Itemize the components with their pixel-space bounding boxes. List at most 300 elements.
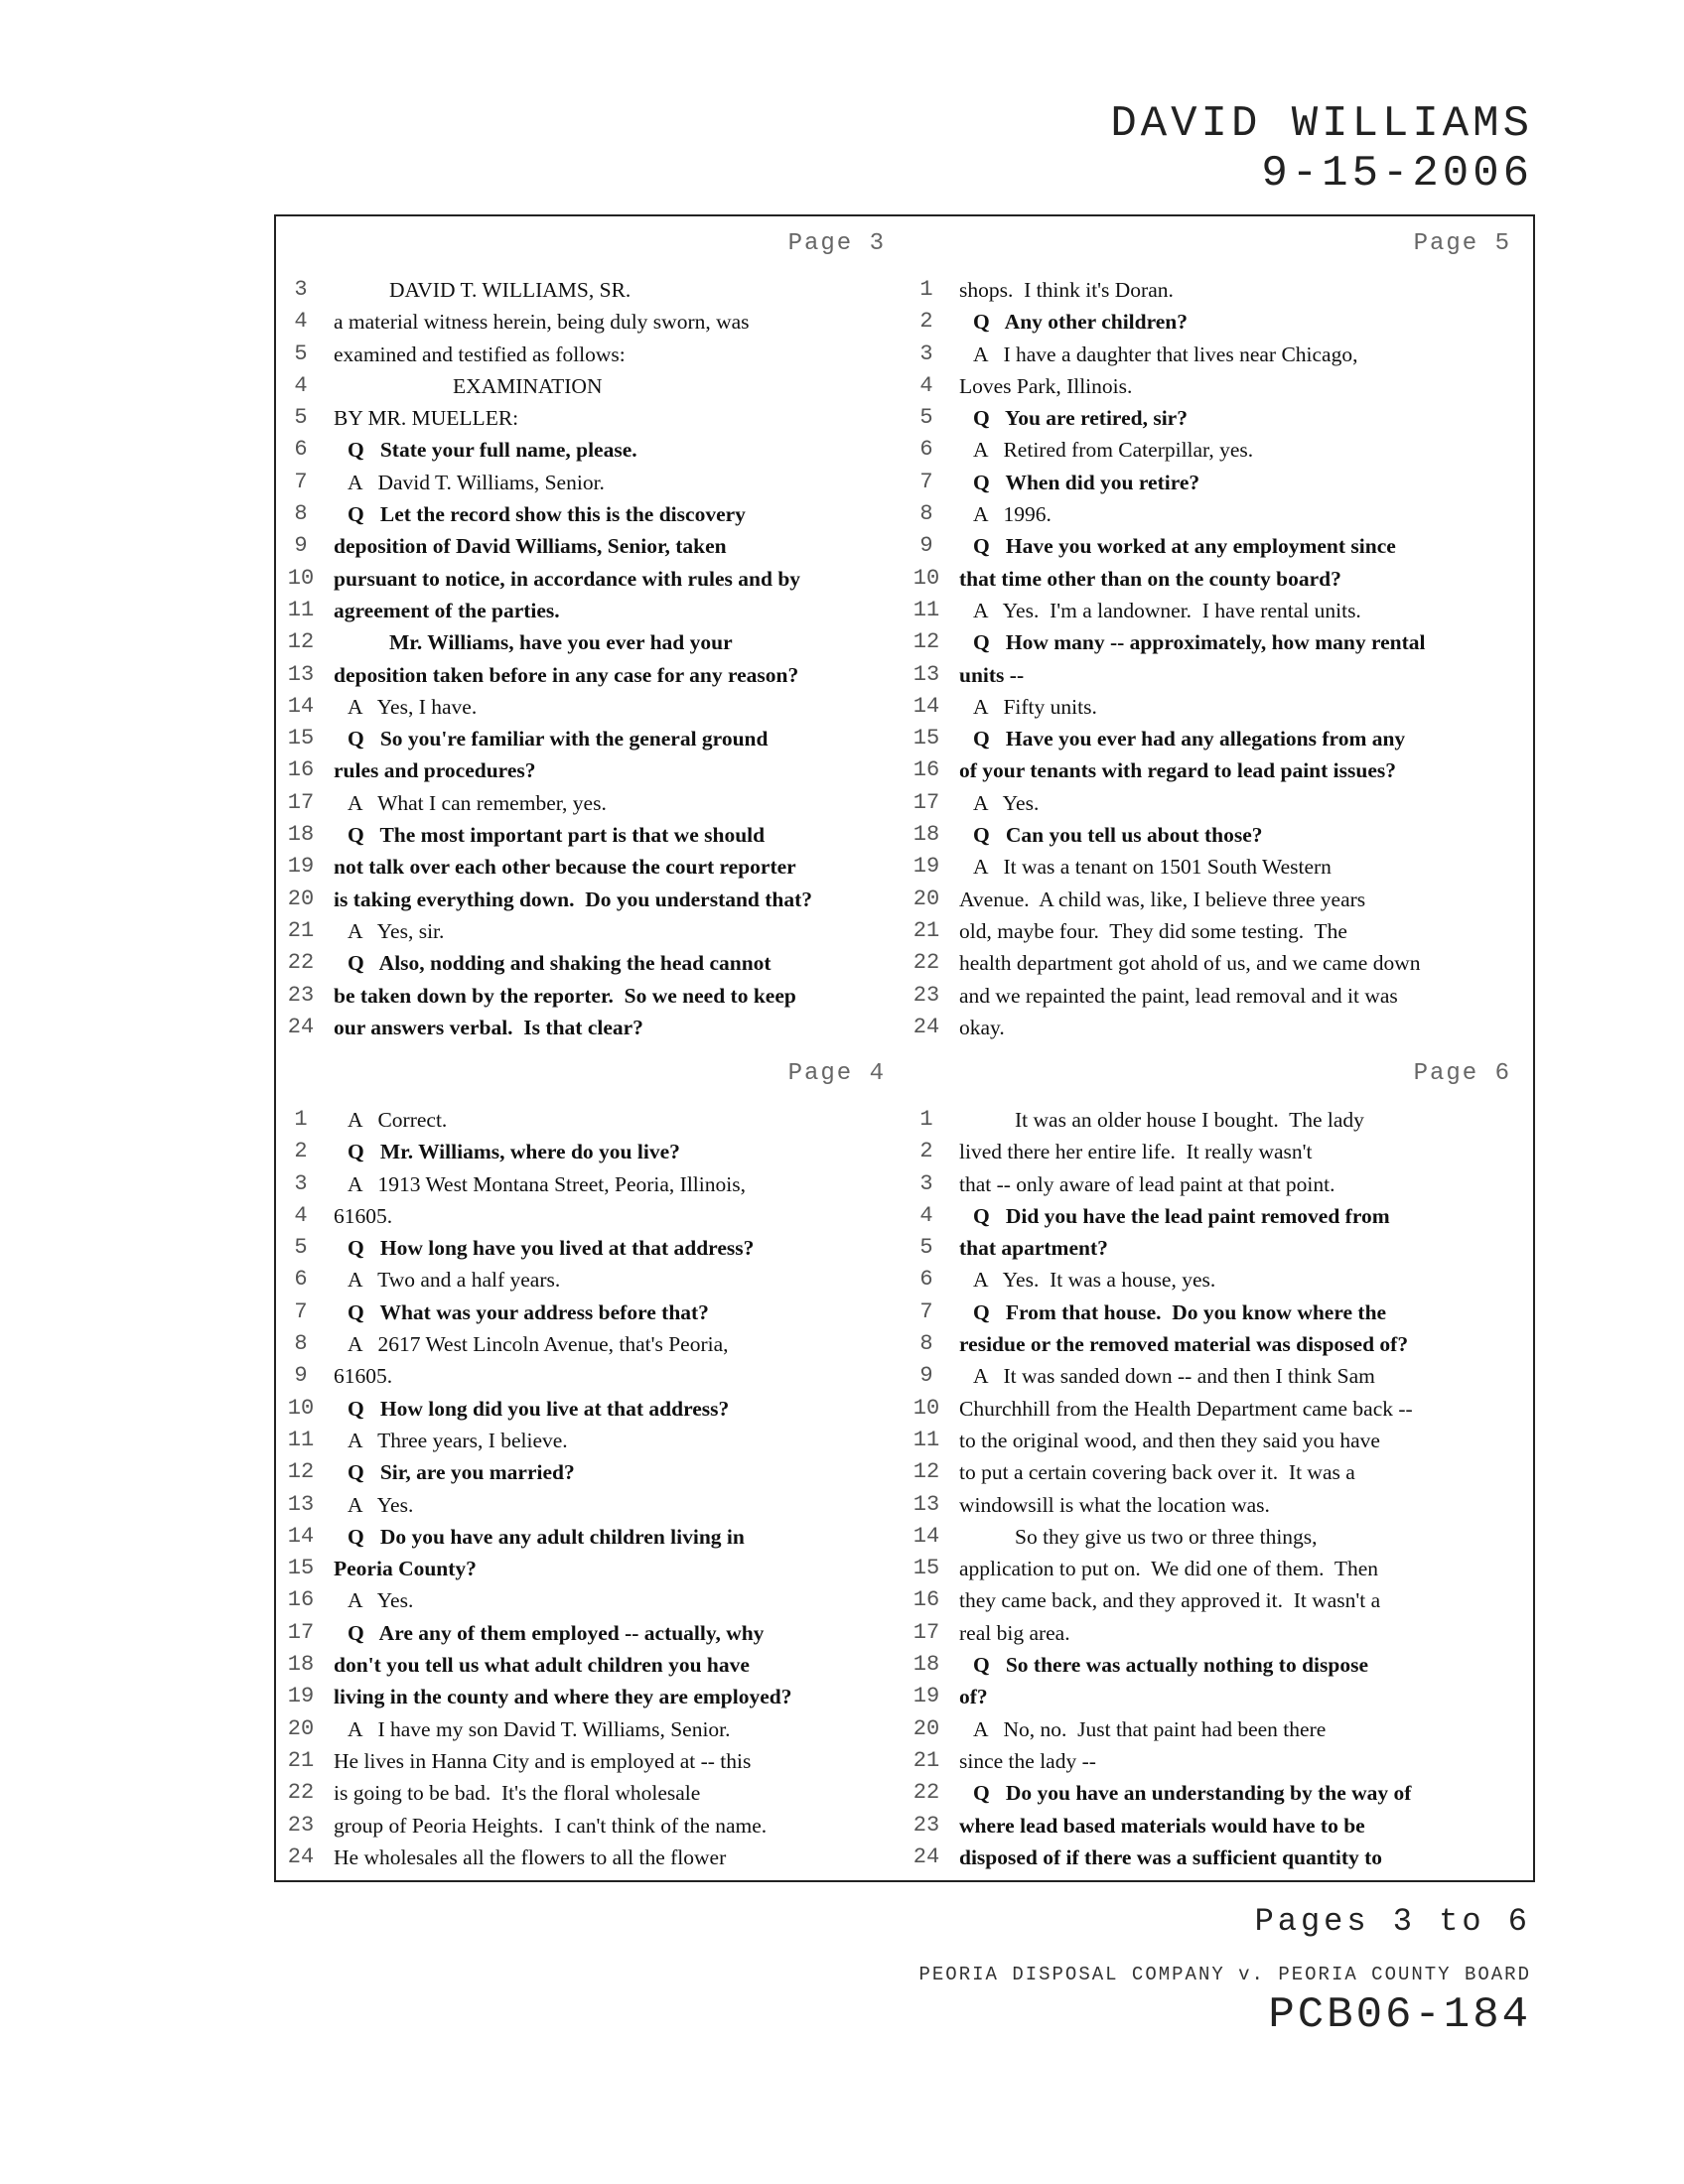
transcript-line xyxy=(912,1521,1527,1553)
line-number: 8 xyxy=(294,501,308,527)
footer-case-title: PEORIA DISPOSAL COMPANY v. PEORIA COUNTY BOARD xyxy=(918,1964,1531,1985)
line-text: Mr. Williams, have you ever had your xyxy=(389,630,733,655)
page-label: Page 6 xyxy=(1413,1060,1511,1087)
line-number: 7 xyxy=(919,1298,933,1324)
transcript-line xyxy=(912,1425,1527,1456)
line-number: 3 xyxy=(919,341,933,366)
line-text: Avenue. A child was, like, I believe three years xyxy=(959,887,1366,911)
line-text: It was an older house I bought. The lady xyxy=(1015,1108,1364,1132)
transcript-line xyxy=(286,851,902,883)
transcript-line xyxy=(912,1617,1527,1649)
line-text: He lives in Hanna City and is employed at -- this xyxy=(334,1748,752,1773)
transcript-line xyxy=(286,1649,902,1681)
transcript-line xyxy=(912,1264,1527,1296)
transcript-line xyxy=(286,595,902,626)
transcript-line xyxy=(286,1104,902,1136)
line-number: 22 xyxy=(287,950,315,976)
line-text: to put a certain covering back over it. It was a xyxy=(959,1460,1355,1485)
transcript-line xyxy=(286,1393,902,1425)
line-text: residue or the removed material was disposed of? xyxy=(959,1332,1409,1357)
line-number: 21 xyxy=(287,917,315,943)
line-number: 4 xyxy=(294,1202,308,1228)
line-number: 24 xyxy=(912,1843,940,1869)
transcript-line xyxy=(286,1012,902,1043)
transcript-frame xyxy=(274,214,1535,1882)
line-text: Q So there was actually nothing to dispose xyxy=(973,1653,1368,1678)
line-text: A Yes. xyxy=(348,1492,414,1517)
line-text: where lead based materials would have to be xyxy=(959,1813,1365,1838)
line-number: 12 xyxy=(912,1459,940,1485)
line-text: not talk over each other because the court reporter xyxy=(334,855,796,880)
line-text: 61605. xyxy=(334,1364,393,1389)
line-text: Q When did you retire? xyxy=(973,470,1200,494)
transcript-line xyxy=(912,1232,1527,1264)
line-number: 7 xyxy=(919,469,933,494)
line-number: 15 xyxy=(912,726,940,751)
line-text: agreement of the parties. xyxy=(334,598,560,622)
line-number: 12 xyxy=(287,629,315,655)
transcript-line xyxy=(286,691,902,723)
line-text: A 2617 West Lincoln Avenue, that's Peoria, xyxy=(348,1332,729,1357)
line-text: lived there her entire life. It really wasn't xyxy=(959,1140,1313,1164)
line-text: Q Mr. Williams, where do you live? xyxy=(348,1140,680,1164)
line-text: A Yes. It was a house, yes. xyxy=(973,1268,1216,1293)
line-text: that -- only aware of lead paint at that point. xyxy=(959,1171,1335,1196)
transcript-line xyxy=(912,626,1527,658)
transcript-line xyxy=(286,947,902,979)
line-text: Peoria County? xyxy=(334,1557,477,1581)
line-number: 16 xyxy=(287,1587,315,1613)
line-text: disposed of if there was a sufficient quantity to xyxy=(959,1844,1383,1869)
transcript-line xyxy=(286,274,902,306)
deposition-date: 9-15-2006 xyxy=(1261,149,1533,199)
line-text: Churchhill from the Health Department came back -- xyxy=(959,1396,1413,1421)
transcript-line xyxy=(912,1328,1527,1360)
line-number: 10 xyxy=(912,565,940,591)
line-text: of? xyxy=(959,1685,988,1709)
line-number: 21 xyxy=(912,917,940,943)
line-text: He wholesales all the flowers to all the flower xyxy=(334,1844,727,1869)
line-number: 6 xyxy=(919,1267,933,1293)
transcript-line xyxy=(286,1297,902,1328)
line-text: don't you tell us what adult children you have xyxy=(334,1653,750,1678)
line-text: Q Do you have an understanding by the way of xyxy=(973,1781,1412,1806)
transcript-line xyxy=(286,1681,902,1712)
transcript-line xyxy=(286,754,902,786)
transcript-line xyxy=(286,1360,902,1392)
line-number: 13 xyxy=(287,661,315,687)
line-number: 18 xyxy=(287,1652,315,1678)
line-number: 1 xyxy=(294,1107,308,1132)
line-text: a material witness herein, being duly sworn, was xyxy=(334,310,750,335)
line-number: 2 xyxy=(919,1139,933,1164)
line-number: 8 xyxy=(294,1331,308,1357)
line-text: A Yes. xyxy=(348,1588,414,1613)
transcript-line xyxy=(286,1713,902,1745)
line-number: 4 xyxy=(919,1202,933,1228)
line-number: 16 xyxy=(912,757,940,783)
line-text: A David T. Williams, Senior. xyxy=(348,470,605,494)
page-label: Page 5 xyxy=(1413,230,1511,257)
transcript-line xyxy=(286,1328,902,1360)
transcript-line xyxy=(286,1521,902,1553)
transcript-line xyxy=(912,595,1527,626)
line-text: windowsill is what the location was. xyxy=(959,1492,1270,1517)
line-number: 3 xyxy=(294,1170,308,1196)
transcript-line xyxy=(286,884,902,915)
transcript-line xyxy=(286,819,902,851)
line-number: 4 xyxy=(919,372,933,398)
transcript-line xyxy=(286,339,902,370)
line-text: A Yes. I'm a landowner. I have rental units. xyxy=(973,598,1361,622)
line-number: 17 xyxy=(287,1619,315,1645)
transcript-line xyxy=(286,306,902,338)
line-number: 13 xyxy=(287,1491,315,1517)
line-text: application to put on. We did one of them. Then xyxy=(959,1557,1379,1581)
line-text: examined and testified as follows: xyxy=(334,341,626,366)
transcript-line xyxy=(286,915,902,947)
transcript-line xyxy=(286,659,902,691)
transcript-line xyxy=(912,787,1527,819)
line-number: 11 xyxy=(287,1427,315,1452)
transcript-line xyxy=(912,563,1527,595)
line-text: Q Let the record show this is the discovery xyxy=(348,502,746,527)
page-label: Page 3 xyxy=(787,230,886,257)
line-text: A What I can remember, yes. xyxy=(348,790,607,815)
line-text: Q What was your address before that? xyxy=(348,1299,709,1324)
line-number: 21 xyxy=(912,1747,940,1773)
line-text: Q From that house. Do you know where the xyxy=(973,1299,1387,1324)
transcript-line xyxy=(286,1617,902,1649)
line-number: 12 xyxy=(912,629,940,655)
line-number: 6 xyxy=(294,1267,308,1293)
line-number: 11 xyxy=(912,597,940,622)
line-number: 22 xyxy=(912,1780,940,1806)
transcript-line xyxy=(286,1745,902,1777)
transcript-page-5 xyxy=(912,230,1527,1054)
line-text: old, maybe four. They did some testing. The xyxy=(959,918,1347,943)
line-text: A Retired from Caterpillar, yes. xyxy=(973,438,1254,463)
line-text: Q Any other children? xyxy=(973,310,1189,335)
line-number: 11 xyxy=(912,1427,940,1452)
transcript-line xyxy=(912,980,1527,1012)
transcript-line xyxy=(912,1713,1527,1745)
transcript-line xyxy=(912,1553,1527,1584)
line-number: 9 xyxy=(294,533,308,559)
transcript-line xyxy=(286,434,902,466)
line-number: 19 xyxy=(912,1684,940,1709)
line-text: units -- xyxy=(959,662,1025,687)
line-number: 24 xyxy=(912,1014,940,1039)
transcript-line xyxy=(912,1136,1527,1167)
line-text: Q You are retired, sir? xyxy=(973,406,1188,431)
line-text: deposition taken before in any case for any reason? xyxy=(334,662,799,687)
line-text: Q State your full name, please. xyxy=(348,438,637,463)
line-text: So they give us two or three things, xyxy=(1015,1524,1318,1549)
line-list xyxy=(912,1104,1527,1873)
transcript-line xyxy=(286,498,902,530)
line-text: health department got ahold of us, and we came down xyxy=(959,951,1421,976)
transcript-line xyxy=(912,1489,1527,1521)
line-text: is going to be bad. It's the floral wholesale xyxy=(334,1781,701,1806)
line-number: 23 xyxy=(912,982,940,1008)
transcript-line xyxy=(912,306,1527,338)
transcript-line xyxy=(286,626,902,658)
transcript-line xyxy=(912,1681,1527,1712)
line-number: 10 xyxy=(287,1395,315,1421)
transcript-line xyxy=(912,1745,1527,1777)
transcript-line xyxy=(286,1777,902,1809)
transcript-line xyxy=(286,467,902,498)
line-text: pursuant to notice, in accordance with rules and by xyxy=(334,566,801,591)
line-text: Q Did you have the lead paint removed from xyxy=(973,1203,1390,1228)
line-number: 1 xyxy=(919,277,933,302)
line-text: A It was a tenant on 1501 South Western xyxy=(973,855,1332,880)
line-text: A I have a daughter that lives near Chicago, xyxy=(973,341,1358,366)
transcript-line xyxy=(912,274,1527,306)
line-number: 24 xyxy=(287,1843,315,1869)
line-number: 8 xyxy=(919,1331,933,1357)
line-number: 15 xyxy=(287,726,315,751)
line-text: they came back, and they approved it. It wasn't a xyxy=(959,1588,1381,1613)
line-text: A Correct. xyxy=(348,1108,448,1132)
transcript-line xyxy=(286,530,902,562)
transcript-line xyxy=(286,370,902,402)
transcript-line xyxy=(286,402,902,434)
line-text: is taking everything down. Do you understand that? xyxy=(334,887,813,911)
line-number: 10 xyxy=(287,565,315,591)
transcript-line xyxy=(912,1649,1527,1681)
line-text: A Yes. xyxy=(973,790,1040,815)
line-text: Q Have you ever had any allegations from any xyxy=(973,727,1406,751)
line-number: 18 xyxy=(287,822,315,848)
line-number: 16 xyxy=(287,757,315,783)
line-list xyxy=(286,1104,902,1873)
line-number: 1 xyxy=(919,1107,933,1132)
transcript-line xyxy=(286,1584,902,1616)
line-text: DAVID T. WILLIAMS, SR. xyxy=(389,278,632,302)
transcript-line xyxy=(912,1104,1527,1136)
line-number: 4 xyxy=(294,372,308,398)
transcript-line xyxy=(286,1264,902,1296)
line-text: our answers verbal. Is that clear? xyxy=(334,1015,643,1039)
line-number: 23 xyxy=(912,1812,940,1838)
line-text: A Two and a half years. xyxy=(348,1268,561,1293)
transcript-line xyxy=(912,467,1527,498)
line-text: BY MR. MUELLER: xyxy=(334,406,519,431)
line-text: and we repainted the paint, lead removal and it was xyxy=(959,983,1398,1008)
line-number: 2 xyxy=(919,309,933,335)
line-text: A No, no. Just that paint had been there xyxy=(973,1716,1327,1741)
line-number: 20 xyxy=(912,886,940,911)
line-text: Q Are any of them employed -- actually, why xyxy=(348,1620,765,1645)
line-number: 6 xyxy=(919,437,933,463)
deponent-name: DAVID WILLIAMS xyxy=(1110,99,1533,149)
line-number: 4 xyxy=(294,309,308,335)
transcript-line xyxy=(286,1810,902,1842)
line-number: 20 xyxy=(287,1715,315,1741)
line-text: Q How long have you lived at that address? xyxy=(348,1236,755,1261)
line-number: 23 xyxy=(287,982,315,1008)
line-number: 23 xyxy=(287,1812,315,1838)
line-number: 17 xyxy=(912,789,940,815)
line-text: be taken down by the reporter. So we need to keep xyxy=(334,983,796,1008)
transcript-line xyxy=(286,787,902,819)
transcript-line xyxy=(286,723,902,754)
page-label: Page 4 xyxy=(787,1060,886,1087)
line-number: 21 xyxy=(287,1747,315,1773)
line-text: shops. I think it's Doran. xyxy=(959,278,1174,302)
transcript-line xyxy=(286,1425,902,1456)
line-text: A Three years, I believe. xyxy=(348,1428,568,1452)
line-text: A 1996. xyxy=(973,502,1052,527)
line-number: 8 xyxy=(919,501,933,527)
line-number: 7 xyxy=(294,469,308,494)
line-number: 5 xyxy=(294,341,308,366)
line-number: 17 xyxy=(912,1619,940,1645)
line-text: Q So you're familiar with the general ground xyxy=(348,727,769,751)
transcript-line xyxy=(286,563,902,595)
line-text: group of Peoria Heights. I can't think of the name. xyxy=(334,1813,768,1838)
line-number: 12 xyxy=(287,1459,315,1485)
line-number: 20 xyxy=(287,886,315,911)
transcript-line xyxy=(912,884,1527,915)
line-text: Q Sir, are you married? xyxy=(348,1460,575,1485)
line-text: Q Have you worked at any employment since xyxy=(973,534,1396,559)
transcript-line xyxy=(912,1297,1527,1328)
transcript-line xyxy=(286,1136,902,1167)
footer-case-number: PCB06-184 xyxy=(1268,1990,1531,2040)
line-number: 13 xyxy=(912,661,940,687)
line-text: A 1913 West Montana Street, Peoria, Illinois, xyxy=(348,1171,746,1196)
transcript-line xyxy=(286,1842,902,1873)
line-number: 9 xyxy=(919,1363,933,1389)
line-text: Q Also, nodding and shaking the head cannot xyxy=(348,951,772,976)
line-list xyxy=(286,274,902,1043)
transcript-line xyxy=(286,1553,902,1584)
line-number: 17 xyxy=(287,789,315,815)
line-text: Q Can you tell us about those? xyxy=(973,823,1263,848)
line-number: 3 xyxy=(919,1170,933,1196)
line-number: 18 xyxy=(912,1652,940,1678)
line-number: 9 xyxy=(294,1363,308,1389)
line-number: 15 xyxy=(287,1556,315,1581)
line-number: 5 xyxy=(919,1235,933,1261)
line-text: Q How long did you live at that address? xyxy=(348,1396,730,1421)
line-number: 13 xyxy=(912,1491,940,1517)
transcript-line xyxy=(912,1200,1527,1232)
line-number: 15 xyxy=(912,1556,940,1581)
line-number: 9 xyxy=(919,533,933,559)
footer-page-range: Pages 3 to 6 xyxy=(1254,1903,1531,1940)
transcript-line xyxy=(912,723,1527,754)
transcript-line xyxy=(912,434,1527,466)
line-number: 24 xyxy=(287,1014,315,1039)
line-text: that apartment? xyxy=(959,1236,1108,1261)
line-number: 14 xyxy=(287,1523,315,1549)
transcript-line xyxy=(912,754,1527,786)
transcript-line xyxy=(912,370,1527,402)
transcript-line xyxy=(286,980,902,1012)
line-number: 14 xyxy=(912,693,940,719)
line-text: Q Do you have any adult children living in xyxy=(348,1524,745,1549)
line-number: 5 xyxy=(294,1235,308,1261)
transcript-line xyxy=(912,530,1527,562)
line-number: 22 xyxy=(912,950,940,976)
line-text: 61605. xyxy=(334,1203,393,1228)
transcript-line xyxy=(286,1456,902,1488)
line-text: okay. xyxy=(959,1015,1005,1039)
transcript-line xyxy=(912,498,1527,530)
transcript-line xyxy=(912,819,1527,851)
line-number: 2 xyxy=(294,1139,308,1164)
line-text: Q How many -- approximately, how many rental xyxy=(973,630,1426,655)
line-number: 18 xyxy=(912,822,940,848)
line-text: A Yes, I have. xyxy=(348,694,478,719)
line-text: Loves Park, Illinois. xyxy=(959,373,1133,398)
transcript-line xyxy=(912,851,1527,883)
transcript-line xyxy=(912,339,1527,370)
transcript-line xyxy=(912,1777,1527,1809)
transcript-page-6 xyxy=(912,1060,1527,1884)
line-text: that time other than on the county board? xyxy=(959,566,1341,591)
transcript-line xyxy=(912,915,1527,947)
line-number: 6 xyxy=(294,437,308,463)
line-text: A Fifty units. xyxy=(973,694,1097,719)
line-text: rules and procedures? xyxy=(334,758,536,783)
line-list xyxy=(912,274,1527,1043)
line-text: living in the county and where they are employed? xyxy=(334,1685,792,1709)
line-number: 16 xyxy=(912,1587,940,1613)
transcript-line xyxy=(912,402,1527,434)
line-number: 10 xyxy=(912,1395,940,1421)
transcript-line xyxy=(912,691,1527,723)
transcript-line xyxy=(286,1232,902,1264)
transcript-page-3 xyxy=(286,230,902,1054)
transcript-line xyxy=(912,1393,1527,1425)
line-number: 7 xyxy=(294,1298,308,1324)
line-number: 20 xyxy=(912,1715,940,1741)
transcript-line xyxy=(912,1842,1527,1873)
line-number: 14 xyxy=(287,693,315,719)
transcript-line xyxy=(286,1200,902,1232)
line-number: 19 xyxy=(912,854,940,880)
line-text: real big area. xyxy=(959,1620,1070,1645)
line-text: since the lady -- xyxy=(959,1748,1096,1773)
transcript-line xyxy=(912,1168,1527,1200)
line-text: A I have my son David T. Williams, Senior. xyxy=(348,1716,731,1741)
line-text: Q The most important part is that we should xyxy=(348,823,766,848)
transcript-page-4 xyxy=(286,1060,902,1884)
transcript-line xyxy=(286,1168,902,1200)
line-text: deposition of David Williams, Senior, taken xyxy=(334,534,727,559)
line-number: 19 xyxy=(287,854,315,880)
line-text: EXAMINATION xyxy=(453,373,603,398)
line-number: 11 xyxy=(287,597,315,622)
transcript-line xyxy=(912,1456,1527,1488)
line-number: 19 xyxy=(287,1684,315,1709)
line-text: of your tenants with regard to lead paint issues? xyxy=(959,758,1396,783)
transcript-line xyxy=(912,659,1527,691)
line-number: 22 xyxy=(287,1780,315,1806)
line-text: to the original wood, and then they said you have xyxy=(959,1428,1380,1452)
transcript-line xyxy=(286,1489,902,1521)
line-number: 14 xyxy=(912,1523,940,1549)
transcript-line xyxy=(912,1012,1527,1043)
line-number: 5 xyxy=(919,405,933,431)
line-text: A It was sanded down -- and then I think Sam xyxy=(973,1364,1375,1389)
transcript-line xyxy=(912,1360,1527,1392)
